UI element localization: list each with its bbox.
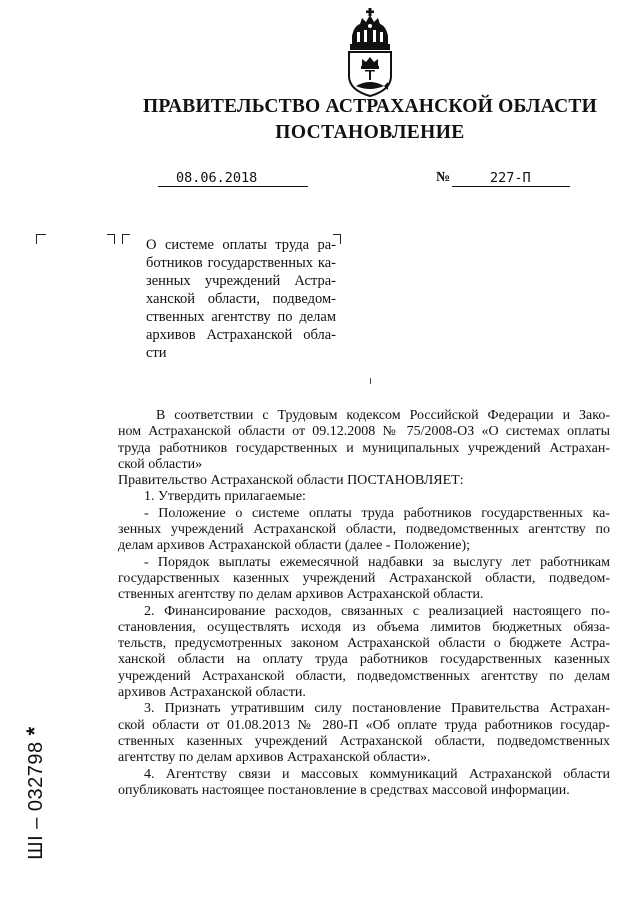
government-title: ПРАВИТЕЛЬСТВО АСТРАХАНСКОЙ ОБЛАСТИ: [143, 96, 597, 117]
subject-line: ханской области, подведом-: [146, 291, 336, 307]
subject-line: архивов Астраханской обла-: [146, 327, 336, 343]
body-line: ном Астраханской области от 09.12.2008 № 75/2008-ОЗ «О системах оплаты: [118, 424, 610, 440]
date-field: [158, 170, 308, 187]
document-date: 08.06.2018: [176, 170, 258, 186]
subject-line: ботников государственных ка-: [146, 255, 336, 271]
body-line: труда работников государственных и муниципальных учреждений Астрахан-: [118, 440, 610, 456]
body-line: зенных учреждений Астраханской области, подведомственных агентству по: [118, 522, 610, 538]
body-line: 2. Финансирование расходов, связанных с реализацией настоящего по-: [144, 603, 610, 619]
number-field: [452, 170, 570, 187]
document-subject: [146, 236, 336, 362]
body-line: 4. Агентству связи и массовых коммуникаций Астраханской области: [144, 766, 610, 782]
corner-mark: [36, 234, 46, 244]
body-line: агентству по делам архивов Астраханской области».: [118, 750, 431, 766]
body-line: 3. Признать утратившим силу постановление Правительства Астрахан-: [144, 701, 610, 717]
side-stamp-number: ШІ – 032798: [25, 741, 47, 860]
body-line: В соответствии с Трудовым кодексом Российской Федерации и Зако-: [156, 408, 610, 423]
body-line: государственных казенных учреждений Астраханской области, подведом-: [118, 570, 610, 586]
body-line: ственных агентству по делам архивов Астраханской области.: [118, 587, 484, 603]
body-line: архивов Астраханской области.: [118, 685, 306, 701]
body-line: тельств, предусмотренных законом Астраханской области о бюджете Астра-: [118, 636, 610, 652]
side-stamp: [18, 700, 52, 886]
body-line: опубликовать настоящее постановление в средствах массовой информации.: [118, 782, 570, 798]
body-line: ственных казенных учреждений Астраханской области, подведомственных: [118, 733, 610, 749]
body-line: ской области»: [118, 456, 203, 472]
divider-tick: [370, 378, 371, 384]
subject-line: О системе оплаты труда ра-: [146, 237, 336, 253]
document-number: 227-П: [490, 170, 531, 186]
body-line: ской области от 01.08.2013 № 280-П «Об оплате труда работников государ-: [118, 717, 610, 733]
body-line: - Порядок выплаты ежемесячной надбавки за выслугу лет работникам: [144, 554, 610, 570]
body-line: становления, осуществлять исходя из объема лимитов бюджетных обяза-: [118, 619, 610, 635]
body-line: ханской области на оплату труда работников государственных казенных: [118, 652, 610, 668]
body-line: учреждений Астраханской области, подведомственных агентству по делам: [118, 668, 610, 684]
corner-mark: [107, 234, 115, 244]
corner-mark: [122, 234, 130, 244]
document-type: ПОСТАНОВЛЕНИЕ: [275, 122, 465, 143]
number-sign: №: [436, 170, 451, 185]
subject-line: ственных агентству по делам: [146, 309, 336, 325]
body-line: делам архивов Астраханской области (далее - Положение);: [118, 538, 471, 554]
body-line: 1. Утвердить прилагаемые:: [144, 489, 306, 505]
astrakhan-coat-of-arms-icon: [338, 6, 402, 98]
body-line: Правительство Астраханской области ПОСТАНОВЛЯЕТ:: [118, 473, 464, 489]
document-body: [118, 408, 610, 799]
subject-line: зенных учреждений Астра-: [146, 273, 336, 289]
star-icon: *: [22, 726, 47, 736]
body-line: - Положение о системе оплаты труда работников государственных ка-: [144, 505, 610, 521]
subject-line: сти: [146, 345, 167, 361]
